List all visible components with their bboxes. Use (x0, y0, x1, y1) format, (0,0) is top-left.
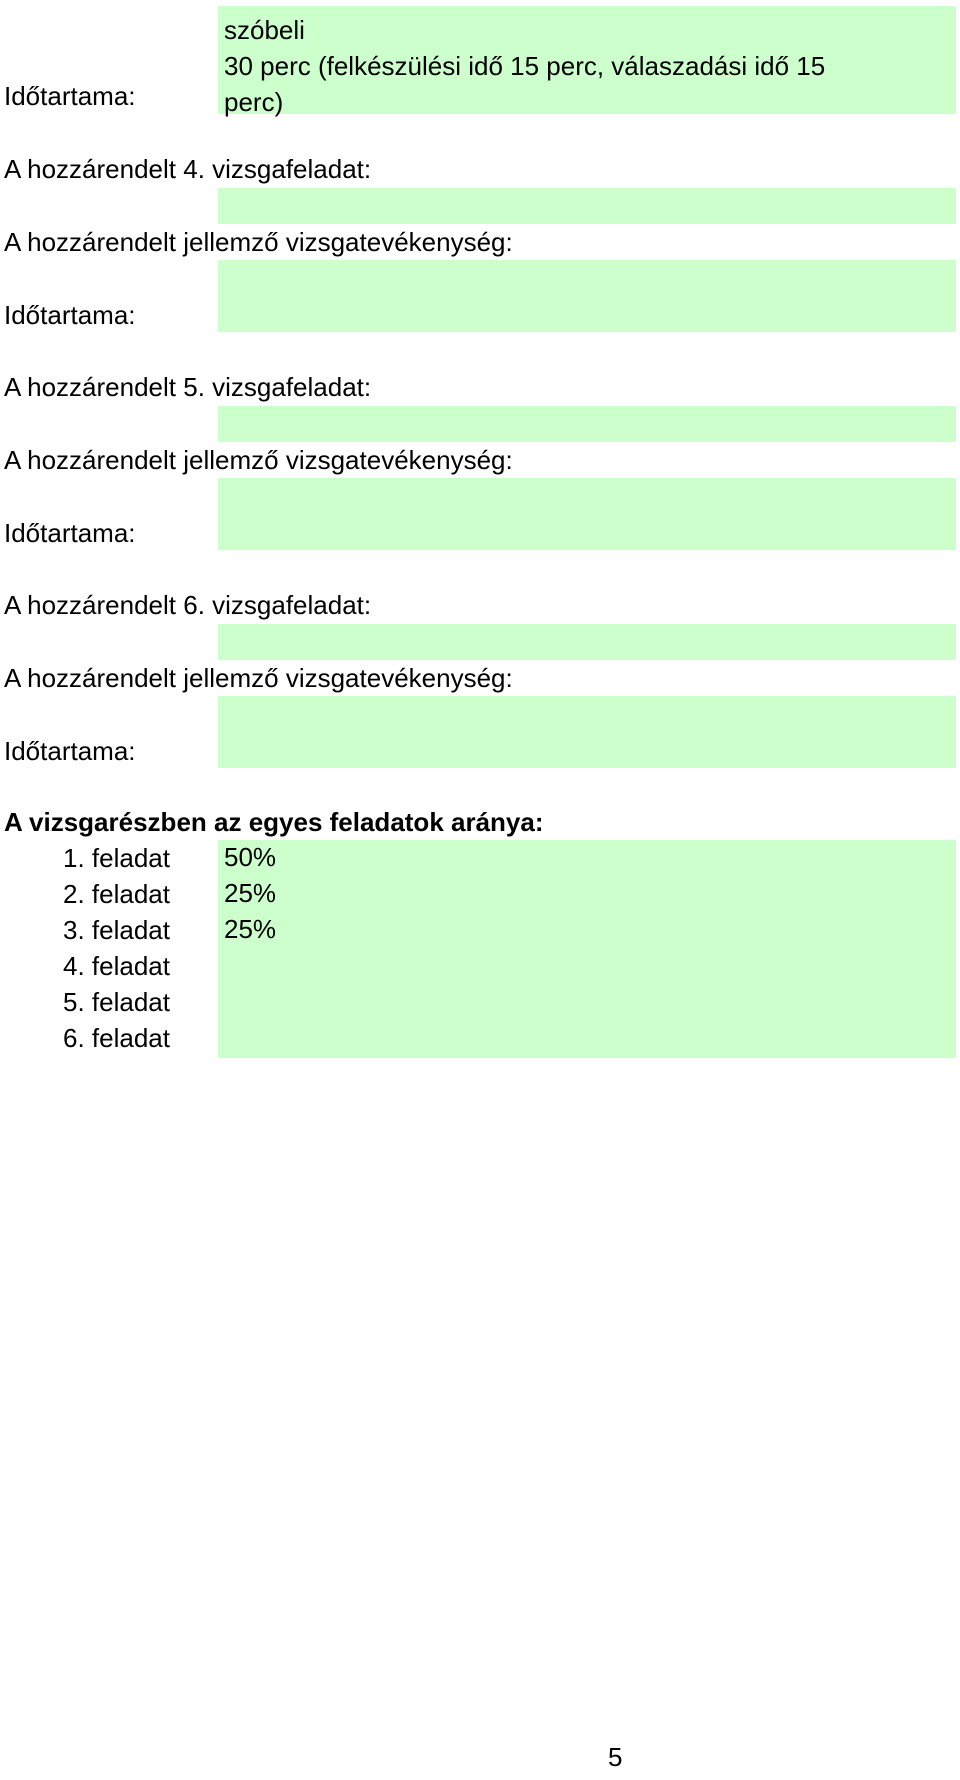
ratio-row-3-value: 25% (224, 914, 277, 944)
top-field-line-2: 30 perc (felkészülési idő 15 perc, válaszadási idő 15 (224, 51, 826, 81)
task-4-label: A hozzárendelt 4. vizsgafeladat: (4, 154, 372, 184)
ratio-row-2-task: 2. feladat (63, 879, 170, 909)
ratios-field (218, 840, 956, 1058)
task-6-activity-field (218, 696, 956, 768)
ratio-row-6-task: 6. feladat (63, 1023, 170, 1053)
ratio-row-4-task: 4. feladat (63, 951, 170, 981)
top-field-line-3: perc) (224, 87, 284, 117)
task-6-duration-label: Időtartama: (4, 736, 136, 766)
top-field-line-1: szóbeli (224, 15, 305, 45)
task-4-activity-field (218, 260, 956, 332)
task-6-field (218, 624, 956, 660)
task-4-field (218, 188, 956, 224)
task-5-activity-label: A hozzárendelt jellemző vizsgatevékenység: (4, 445, 513, 475)
top-duration-label: Időtartama: (4, 81, 136, 111)
task-5-label: A hozzárendelt 5. vizsgafeladat: (4, 372, 372, 402)
task-5-activity-field (218, 478, 956, 550)
ratio-row-1-task: 1. feladat (63, 843, 170, 873)
task-4-duration-label: Időtartama: (4, 300, 136, 330)
ratio-row-1-value: 50% (224, 842, 277, 872)
ratio-row-3-task: 3. feladat (63, 915, 170, 945)
ratios-heading: A vizsgarészben az egyes feladatok aránya: (4, 807, 544, 837)
top-field (218, 6, 956, 117)
task-5-field (218, 406, 956, 442)
task-6-label: A hozzárendelt 6. vizsgafeladat: (4, 590, 372, 620)
page-number: 5 (608, 1742, 623, 1772)
ratio-row-5-task: 5. feladat (63, 987, 170, 1017)
task-4-activity-label: A hozzárendelt jellemző vizsgatevékenység: (4, 227, 513, 257)
task-6-activity-label: A hozzárendelt jellemző vizsgatevékenység: (4, 663, 513, 693)
ratio-row-2-value: 25% (224, 878, 277, 908)
task-5-duration-label: Időtartama: (4, 518, 136, 548)
